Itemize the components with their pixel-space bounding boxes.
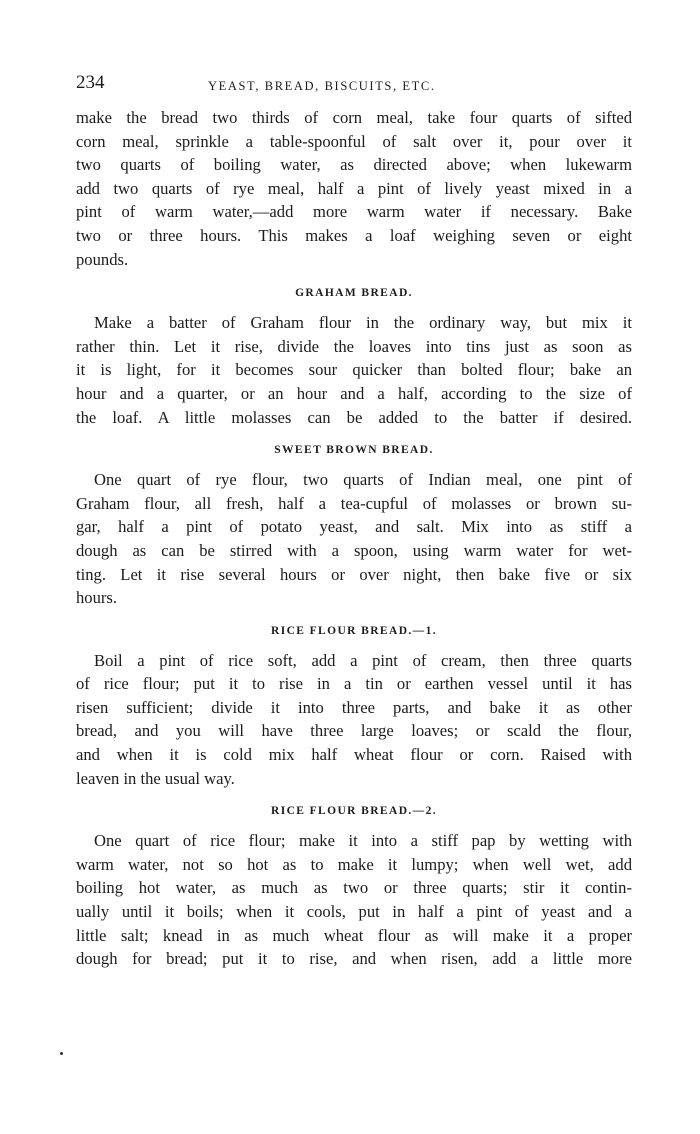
text-line: and when it is cold mix half wheat flour or corn. Raised with xyxy=(76,745,632,765)
book-page xyxy=(76,72,632,971)
text-line: pint of warm water,—add more warm water if necessary. Bake xyxy=(76,202,632,222)
text-line: Graham flour, all fresh, half a tea-cupful of molasses or brown su- xyxy=(76,493,632,513)
section-heading-rice-flour-bread-2: RICE FLOUR BREAD.—2. xyxy=(270,805,437,818)
text-line: ting. Let it rise several hours or over night, then bake five or six xyxy=(76,564,632,584)
text-line: One quart of rye flour, two quarts of Indian meal, one pint of xyxy=(94,470,632,490)
text-line: bread, and you will have three large loaves; or scald the flour, xyxy=(76,721,632,741)
text-line: the loaf. A little molasses can be added to the batter if desired. xyxy=(76,407,632,427)
section-heading-rice-flour-bread-1: RICE FLOUR BREAD.—1. xyxy=(270,624,437,637)
text-line: two quarts of boiling water, as directed above; when lukewarm xyxy=(76,155,632,175)
text-line: One quart of rice flour; make it into a stiff pap by wetting with xyxy=(94,831,632,851)
text-line: hours. xyxy=(76,588,118,608)
text-line: dough for bread; put it to rise, and when risen, add a little more xyxy=(76,949,632,969)
section-heading-graham-bread: GRAHAM BREAD. xyxy=(295,287,413,300)
recipe-rice-flour-bread-2 xyxy=(76,829,632,971)
recipe-rice-flour-bread-1 xyxy=(76,649,632,791)
text-line: rather thin. Let it rise, divide the loaves into tins just as soon as xyxy=(76,336,632,356)
text-line: add two quarts of rye meal, half a pint of lively yeast mixed in a xyxy=(76,178,632,198)
text-line: pounds. xyxy=(76,249,129,269)
text-line: it is light, for it becomes sour quicker than bolted flour; bake an xyxy=(76,360,632,380)
text-line: two or three hours. This makes a loaf weighing seven or eight xyxy=(76,225,632,245)
running-head xyxy=(76,72,632,106)
running-title: YEAST, BREAD, BISCUITS, ETC. xyxy=(208,79,436,93)
text-line: risen sufficient; divide it into three parts, and bake it as other xyxy=(76,697,632,717)
text-line: gar, half a pint of potato yeast, and salt. Mix into as stiff a xyxy=(76,517,632,537)
text-line: little salt; knead in as much wheat flour as will make it a proper xyxy=(76,925,632,945)
text-line: make the bread two thirds of corn meal, take four quarts of sifted xyxy=(76,108,632,127)
text-line: corn meal, sprinkle a table-spoonful of salt over it, pour over it xyxy=(76,131,632,151)
text-line: hour and a quarter, or an hour and a half, according to the size of xyxy=(76,383,632,403)
section-heading-sweet-brown-bread: SWEET BROWN BREAD. xyxy=(274,444,434,457)
text-line: dough as can be stirred with a spoon, using warm water for wet- xyxy=(76,540,632,560)
text-line: Boil a pint of rice soft, add a pint of cream, then three quarts xyxy=(94,650,632,670)
text-line: ually until it boils; when it cools, put in half a pint of yeast and a xyxy=(76,902,632,922)
text-line: boiling hot water, as much as two or three quarts; stir it contin- xyxy=(76,878,632,898)
text-line: leaven in the usual way. xyxy=(76,768,235,788)
text-line: Make a batter of Graham flour in the ordinary way, but mix it xyxy=(94,313,632,333)
page-number: 234 xyxy=(76,72,105,93)
text-line: of rice flour; put it to rise in a tin or earthen vessel until it has xyxy=(76,674,632,694)
text-line: warm water, not so hot as to make it lumpy; when well wet, add xyxy=(76,854,632,874)
recipe-sweet-brown-bread xyxy=(76,468,632,610)
recipe-graham-bread xyxy=(76,311,632,429)
ink-speck xyxy=(60,1052,63,1055)
continuation-paragraph xyxy=(76,106,632,271)
